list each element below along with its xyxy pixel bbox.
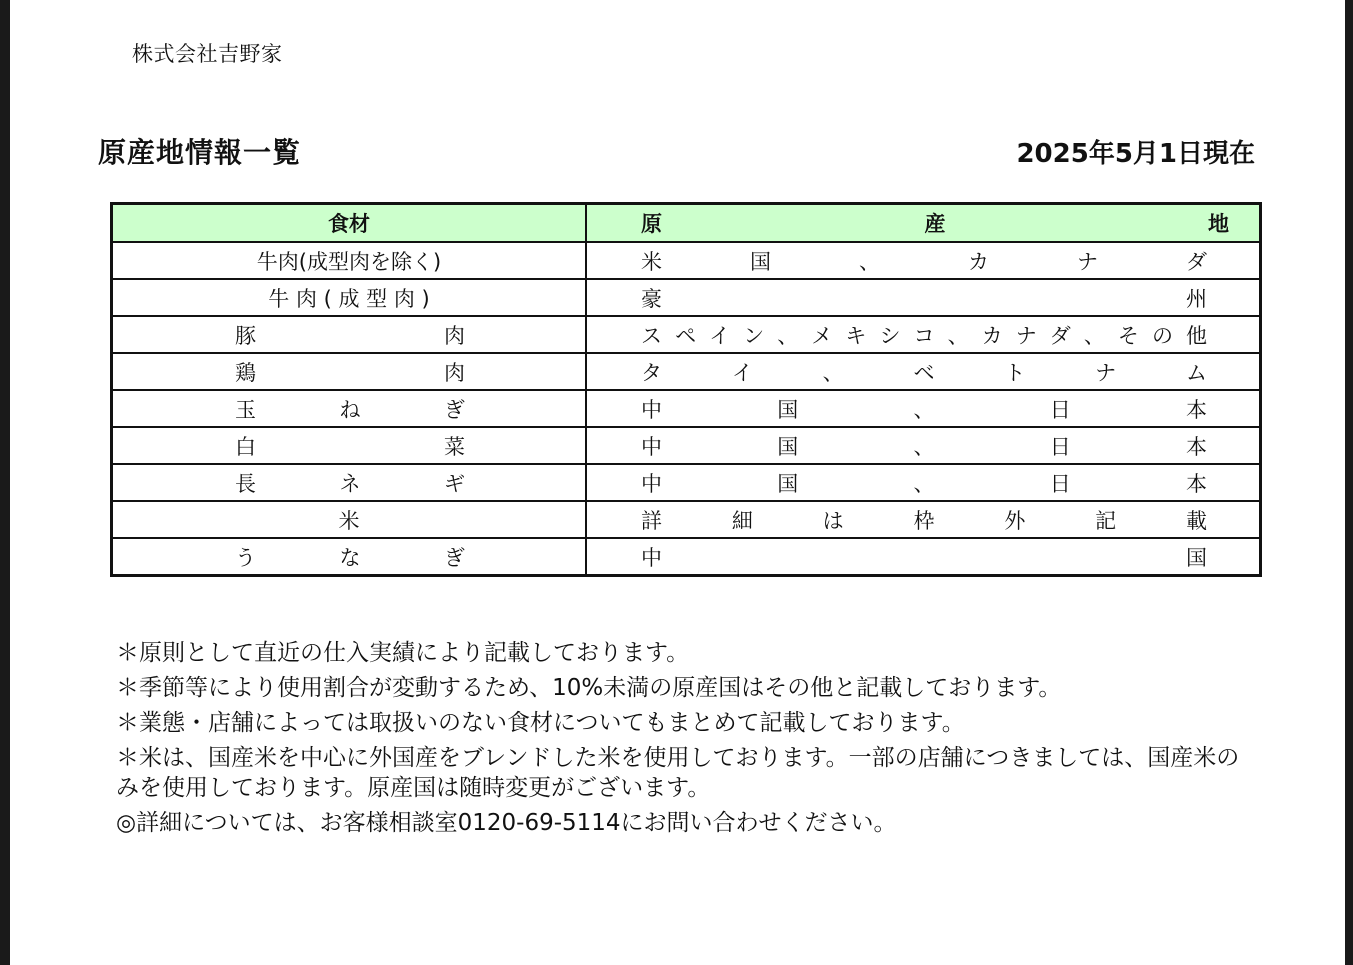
table-header-row: [112, 204, 1261, 243]
header-origin-char: 原: [641, 212, 662, 236]
origin-char: ナ: [1095, 360, 1117, 385]
origin-char: 、: [913, 471, 935, 496]
origin-char: 州: [1186, 286, 1207, 311]
origin-char: ダ: [1049, 323, 1071, 348]
origin-char: 、: [777, 323, 799, 348]
origin-char: ナ: [1077, 249, 1098, 274]
origin-char: 日: [1049, 434, 1071, 459]
food-char: 玉: [235, 397, 256, 422]
origin-char: 他: [1186, 323, 1207, 348]
food-char: 肉: [444, 323, 465, 348]
food-char: 白: [235, 434, 256, 459]
origin-char: カ: [968, 249, 989, 274]
origin-cell: [586, 316, 1261, 353]
food-cell: [112, 316, 587, 353]
origin-char: 、: [822, 360, 844, 385]
food-cell: [112, 279, 587, 316]
food-label: 牛 肉 ( 成 型 肉 ): [268, 286, 430, 311]
origin-char: 、: [1083, 323, 1105, 348]
origin-table: [110, 202, 1262, 577]
origin-char: ト: [1004, 360, 1026, 385]
origin-cell: [586, 242, 1261, 279]
food-char: ぎ: [444, 545, 465, 570]
table-row: [112, 316, 1261, 353]
origin-char: メ: [811, 323, 833, 348]
table-row: [112, 501, 1261, 538]
food-char: な: [339, 545, 361, 570]
table-row: [112, 353, 1261, 390]
origin-char: 外: [1004, 508, 1026, 533]
food-char: 菜: [444, 434, 465, 459]
food-char: 鶏: [235, 360, 256, 385]
note-item: ＊季節等により使用割合が変動するため、10%未満の原産国はその他と記載しております。: [116, 675, 1062, 701]
origin-cell: [586, 501, 1261, 538]
origin-cell: [586, 538, 1261, 576]
origin-cell: [586, 353, 1261, 390]
food-cell: [112, 538, 587, 576]
food-char: 肉: [444, 360, 465, 385]
table-row: [112, 538, 1261, 576]
origin-char: イ: [709, 323, 731, 348]
origin-char: 日: [1049, 471, 1071, 496]
food-char: う: [235, 545, 256, 570]
document-page: [10, 0, 1345, 965]
origin-char: タ: [641, 360, 662, 385]
origin-char: 国: [777, 434, 799, 459]
origin-char: 本: [1186, 397, 1207, 422]
origin-cell: [586, 427, 1261, 464]
origin-char: 本: [1186, 471, 1207, 496]
header-origin: [586, 204, 1261, 243]
origin-char: ダ: [1186, 249, 1207, 274]
header-food: 食材: [112, 204, 587, 243]
food-char: 長: [235, 471, 256, 496]
origin-cell: [586, 279, 1261, 316]
origin-char: 、: [859, 249, 880, 274]
origin-char: イ: [731, 360, 753, 385]
origin-char: 米: [641, 249, 662, 274]
table-row: [112, 464, 1261, 501]
table-row: [112, 390, 1261, 427]
food-cell: [112, 427, 587, 464]
origin-char: ナ: [1015, 323, 1037, 348]
food-cell: [112, 242, 587, 279]
origin-char: の: [1151, 323, 1173, 348]
food-cell: [112, 464, 587, 501]
origin-char: 中: [641, 397, 662, 422]
origin-char: 国: [777, 471, 799, 496]
origin-char: ム: [1185, 360, 1207, 385]
origin-char: 詳: [641, 508, 662, 533]
food-label: 米: [338, 508, 360, 533]
origin-char: カ: [981, 323, 1003, 348]
origin-char: ス: [641, 323, 662, 348]
origin-cell: [586, 464, 1261, 501]
origin-char: 日: [1049, 397, 1071, 422]
note-item: ＊原則として直近の仕入実績により記載しております。: [116, 640, 690, 666]
origin-char: は: [822, 508, 844, 533]
origin-char: 細: [731, 508, 753, 533]
origin-char: 中: [641, 471, 662, 496]
origin-char: 中: [641, 434, 662, 459]
note-item: ＊業態・店舗によっては取扱いのない食材についてもまとめて記載しております。: [116, 710, 965, 736]
as-of-date: 2025年5月1日現在: [1016, 139, 1255, 169]
origin-char: 中: [641, 545, 662, 570]
origin-char: 載: [1185, 508, 1207, 533]
origin-char: 、: [913, 434, 935, 459]
origin-char: 豪: [641, 286, 662, 311]
note-item: ＊米は、国産米を中心に外国産をブレンドした米を使用しております。一部の店舗につきましては、国産米のみを使用しております。原産国は随時変更がございます。: [116, 745, 1240, 801]
table-row: [112, 427, 1261, 464]
food-char: ね: [339, 397, 361, 422]
origin-char: 国: [750, 249, 771, 274]
food-label: 牛肉(成型肉を除く): [256, 249, 442, 274]
origin-char: キ: [845, 323, 867, 348]
food-cell: [112, 353, 587, 390]
origin-char: コ: [913, 323, 935, 348]
food-cell: [112, 390, 587, 427]
food-char: ネ: [339, 471, 361, 496]
company-name: 株式会社吉野家: [132, 42, 283, 66]
origin-char: 枠: [913, 508, 935, 533]
food-cell: [112, 501, 587, 538]
origin-char: ペ: [675, 323, 697, 348]
origin-char: 記: [1095, 508, 1117, 533]
origin-char: ン: [743, 323, 765, 348]
note-item: ◎詳細については、お客様相談室0120-69-5114にお問い合わせください。: [116, 810, 897, 836]
origin-char: 国: [777, 397, 799, 422]
food-char: ぎ: [444, 397, 465, 422]
origin-char: 、: [913, 397, 935, 422]
header-origin-char: 産: [924, 212, 946, 236]
table-row: [112, 242, 1261, 279]
notes: [116, 638, 1256, 843]
food-char: 豚: [235, 323, 256, 348]
origin-char: ベ: [913, 360, 935, 385]
origin-char: 本: [1186, 434, 1207, 459]
table-row: [112, 279, 1261, 316]
page-title: 原産地情報一覧: [98, 136, 302, 169]
origin-cell: [586, 390, 1261, 427]
origin-char: 、: [947, 323, 969, 348]
header-origin-char: 地: [1208, 212, 1229, 236]
origin-char: 国: [1186, 545, 1207, 570]
origin-char: シ: [879, 323, 901, 348]
origin-char: そ: [1117, 323, 1139, 348]
food-char: ギ: [444, 471, 465, 496]
